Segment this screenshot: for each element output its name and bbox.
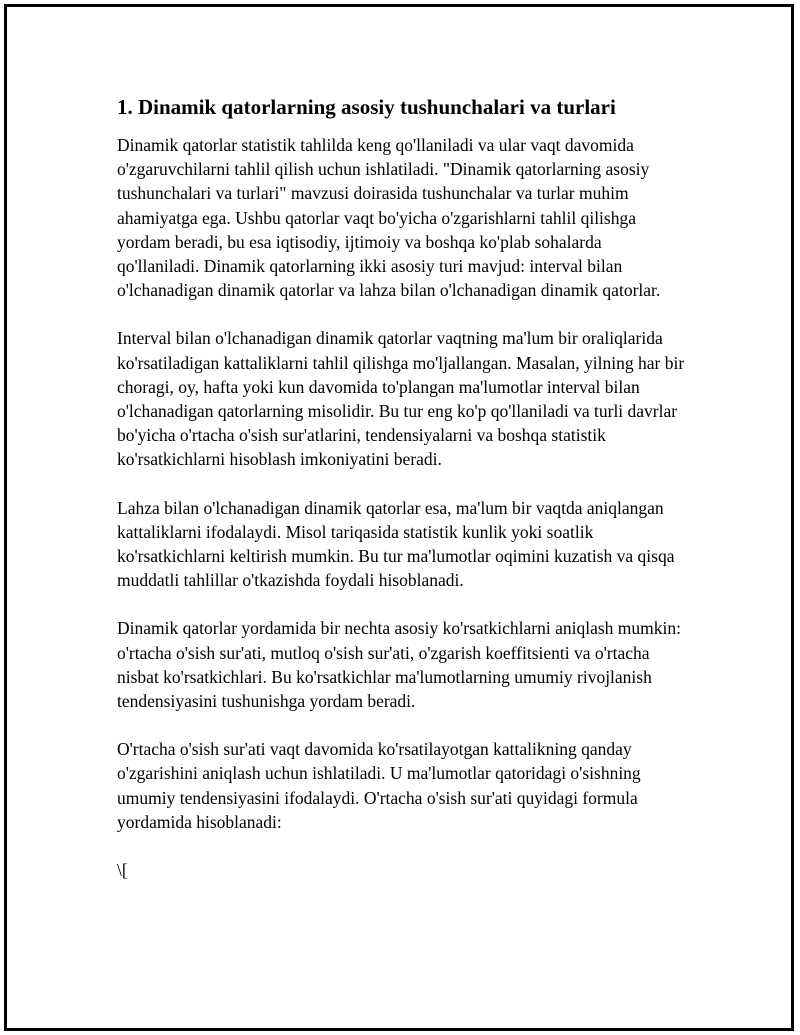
paragraph-indicators: Dinamik qatorlar yordamida bir nechta asosiy ko'rsatkichlarni aniqlash mumkin: o'rtacha o'sish sur'ati, mutloq o'sish sur'ati, o'zgarish koeffitsienti va o'rtacha nisbat ko'rsatkichlari. Bu ko'rsatkichlar ma'lumotlarning umumiy rivojlanish tendensiyasini tushunishga yordam beradi. xyxy=(117,618,681,712)
document-body xyxy=(117,93,687,882)
section-heading: 1. Dinamik qatorlarning asosiy tushunchalari va turlari xyxy=(117,95,616,119)
paragraph-interval-series: Interval bilan o'lchanadigan dinamik qatorlar vaqtning ma'lum bir oraliqlarida ko'rsatiladigan kattaliklarni tahlil qilishga mo'ljallangan. Masalan, yilning har bir choragi, oy, hafta yoki kun davomida to'plangan ma'lumotlar interval bilan o'lchanadigan qatorlarning misolidir. Bu tur eng ko'p qo'llaniladi va turli davrlar bo'yicha o'rtacha o'sish sur'atlarini, tendensiyalarni va boshqa statistik ko'rsatkichlarni hisoblash imkoniyatini beradi. xyxy=(117,328,685,470)
paragraph-intro: Dinamik qatorlar statistik tahlilda keng qo'llaniladi va ular vaqt davomida o'zgaruvchilarni tahlil qilish uchun ishlatiladi. "Dinamik qatorlarning asosiy tushunchalari va turlari" mavzusi doirasida tushunchalar va turlar muhim ahamiyatga ega. Ushbu qatorlar vaqt bo'yicha o'zgarishlarni tahlil qilishga yordam beradi, bu esa iqtisodiy, ijtimoiy va boshqa ko'plab sohalarda qo'llaniladi. Dinamik qatorlarning ikki asosiy turi mavjud: interval bilan o'lchanadigan dinamik qatorlar va lahza bilan o'lchanadigan dinamik qatorlar. xyxy=(117,135,661,301)
formula-start: \[ xyxy=(117,860,128,881)
paragraph-average-growth: O'rtacha o'sish sur'ati vaqt davomida ko'rsatilayotgan kattalikning qanday o'zgarishini aniqlash uchun ishlatiladi. U ma'lumotlar qatoridagi o'sishning umumiy tendensiyasini ifodalaydi. O'rtacha o'sish sur'ati quyidagi formula yordamida hisoblanadi: xyxy=(117,739,641,832)
paragraph-moment-series: Lahza bilan o'lchanadigan dinamik qatorlar esa, ma'lum bir vaqtda aniqlangan kattaliklarni ifodalaydi. Misol tariqasida statistik kunlik yoki soatlik ko'rsatkichlarni keltirish mumkin. Bu tur ma'lumotlar oqimini kuzatish va qisqa muddatli tahlillar o'tkazishda foydali hisoblanadi. xyxy=(117,497,675,591)
